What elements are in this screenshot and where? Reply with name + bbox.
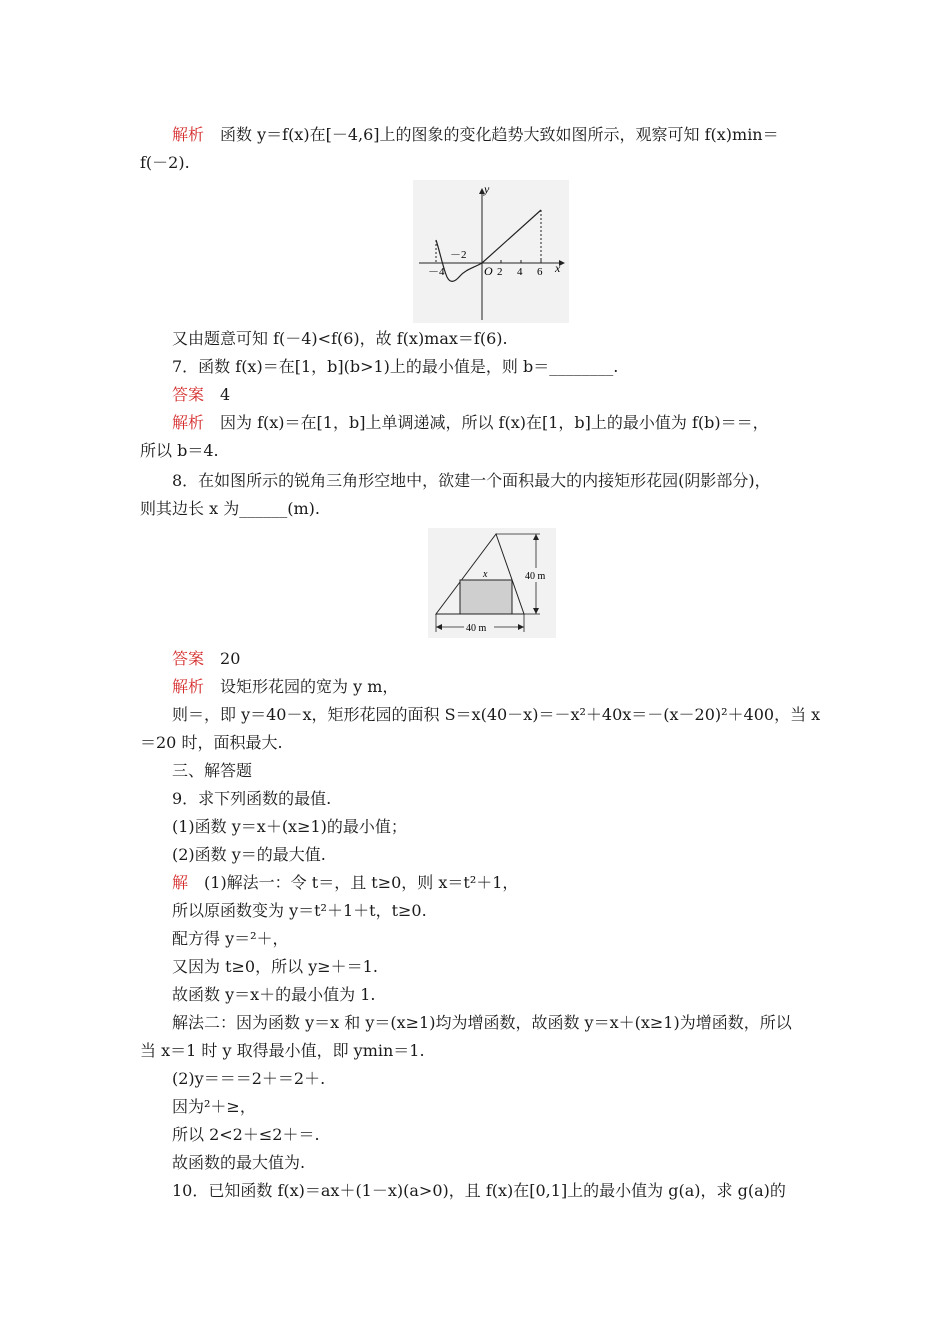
triangle-diagram xyxy=(428,528,556,638)
line-text: (1)解法一：令 t＝，且 t≥0，则 x＝t²＋1， xyxy=(188,873,519,892)
line-text: 因为 f(x)＝在[1，b]上单调递减，所以 f(x)在[1，b]上的最小值为 f(b)＝＝， xyxy=(204,413,769,432)
line-text: 所以原函数变为 y＝t²＋1＋t，t≥0. xyxy=(172,901,427,920)
text-line xyxy=(172,1180,786,1202)
text-line xyxy=(140,1040,425,1062)
section-label: 解析 xyxy=(172,413,205,432)
line-text: 函数 y＝f(x)在[－4,6]上的图象的变化趋势大致如图所示，观察可知 f(x)min＝ xyxy=(204,125,779,144)
line-text: 当 x＝1 时 y 取得最小值，即 ymin＝1. xyxy=(140,1041,425,1060)
text-line xyxy=(172,356,618,378)
section-label: 解 xyxy=(172,873,189,892)
line-text: 所以 b＝4. xyxy=(140,441,219,460)
text-line xyxy=(172,844,326,866)
text-line xyxy=(172,1124,320,1146)
text-line xyxy=(172,1068,325,1090)
line-text: 设矩形花园的宽为 y m， xyxy=(204,677,399,696)
text-line xyxy=(172,1096,256,1118)
section-label: 答案 xyxy=(172,649,205,668)
text-line xyxy=(172,900,427,922)
line-text: 则其边长 x 为______(m). xyxy=(140,499,320,518)
line-text: 因为²＋≥， xyxy=(172,1097,256,1116)
text-line xyxy=(172,928,289,950)
tick-label: 6 xyxy=(537,266,543,278)
line-text: 又由题意可知 f(－4)<f(6)，故 f(x)max＝f(6). xyxy=(172,329,508,348)
text-line xyxy=(172,760,252,782)
line-text: 7．函数 f(x)＝在[1，b](b>1)上的最小值是，则 b＝________. xyxy=(172,357,619,376)
text-line xyxy=(172,956,378,978)
line-text: 9．求下列函数的最值. xyxy=(172,789,332,808)
function-graph-figure xyxy=(413,180,569,323)
text-line xyxy=(172,704,820,726)
text-line xyxy=(172,470,771,492)
line-text: 三、解答题 xyxy=(172,761,253,780)
line-text: ＝20 时，面积最大. xyxy=(140,733,283,752)
text-line xyxy=(172,788,331,810)
tick-label: 2 xyxy=(497,266,503,278)
line-text: 所以 2<2＋≤2＋＝. xyxy=(172,1125,320,1144)
line-text: 4 xyxy=(204,385,231,404)
section-label: 答案 xyxy=(172,385,205,404)
tick-label: 4 xyxy=(517,266,523,278)
base-label: 40 m xyxy=(466,623,487,634)
line-text: f(－2). xyxy=(140,153,190,172)
text-line xyxy=(172,1152,305,1174)
text-line xyxy=(172,384,230,406)
text-line xyxy=(172,816,407,838)
text-line xyxy=(172,984,376,1006)
text-line xyxy=(140,732,283,754)
tick-label: －4 xyxy=(428,266,445,278)
line-text: (2)函数 y＝的最大值. xyxy=(172,845,326,864)
line-text: 故函数 y＝x＋的最小值为 1. xyxy=(172,985,376,1004)
section-label: 解析 xyxy=(172,125,205,144)
rect-side-label: x xyxy=(483,569,488,580)
text-line xyxy=(140,152,190,174)
x-axis-label: x xyxy=(555,261,561,275)
text-line xyxy=(140,498,320,520)
text-line xyxy=(172,648,240,670)
height-label: 40 m xyxy=(525,571,546,582)
text-line xyxy=(172,124,779,146)
line-text: (1)函数 y＝x＋(x≥1)的最小值； xyxy=(172,817,407,836)
text-line xyxy=(172,872,518,894)
line-text: 8．在如图所示的锐角三角形空地中，欲建一个面积最大的内接矩形花园(阴影部分)， xyxy=(172,471,771,490)
section-label: 解析 xyxy=(172,677,205,696)
text-line xyxy=(172,328,508,350)
text-line xyxy=(140,440,219,462)
origin-label: O xyxy=(484,264,493,278)
line-text: 10．已知函数 f(x)＝ax＋(1－x)(a>0)，且 f(x)在[0,1]上的最小值为 g(a)，求 g(a)的 xyxy=(172,1181,786,1200)
triangle-figure xyxy=(428,528,556,638)
line-text: (2)y＝＝＝2＋＝2＋. xyxy=(172,1069,326,1088)
y-axis-label: y xyxy=(484,182,490,196)
text-line xyxy=(172,1012,792,1034)
line-text: 20 xyxy=(204,649,241,668)
text-line xyxy=(172,412,769,434)
line-text: 则＝，即 y＝40－x，矩形花园的面积 S＝x(40－x)＝－x²＋40x＝－(x－20)²＋400，当 x xyxy=(172,705,821,724)
line-text: 配方得 y＝²＋， xyxy=(172,929,289,948)
text-line xyxy=(172,676,398,698)
line-text: 故函数的最大值为. xyxy=(172,1153,306,1172)
line-text: 解法二：因为函数 y＝x 和 y＝(x≥1)均为增函数，故函数 y＝x＋(x≥1)为增函数，所以 xyxy=(172,1013,792,1032)
function-graph xyxy=(413,180,569,323)
tick-label: －2 xyxy=(450,249,467,261)
line-text: 又因为 t≥0，所以 y≥＋＝1. xyxy=(172,957,378,976)
